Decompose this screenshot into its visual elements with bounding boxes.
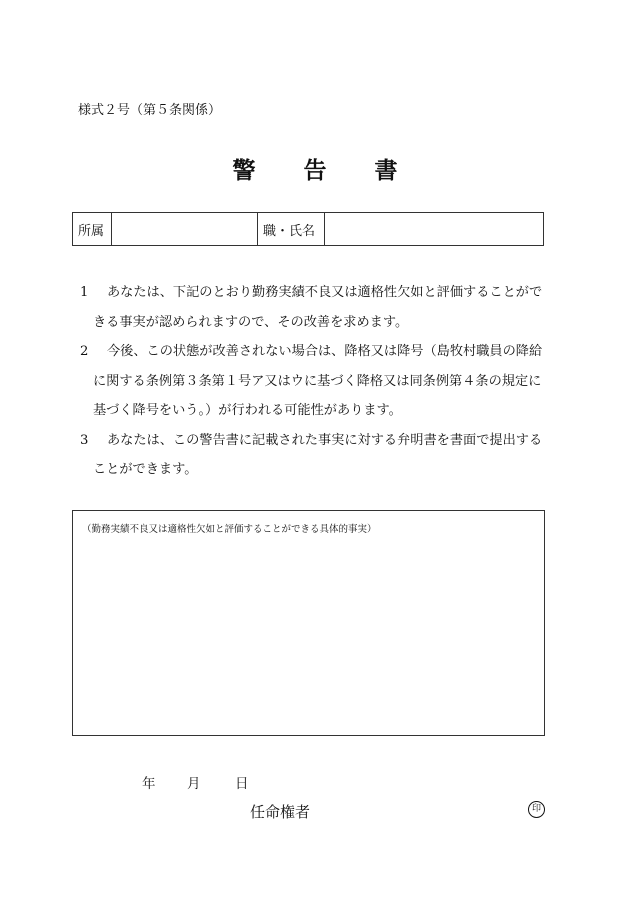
name-label: 職・氏名 <box>258 213 325 245</box>
appointer-label: 任命権者 <box>250 803 311 821</box>
document-title <box>0 152 630 185</box>
affiliation-label: 所属 <box>73 213 112 245</box>
clause-number: 3 <box>80 432 89 448</box>
title-char: 書 <box>374 158 398 184</box>
clause-text: 今後、この状態が改善されない場合は、降格又は降号（島牧村職員の降給に関する条例第３条第１号ア又はウに基づく降格又は同条例第４条の規定に基づく降号をいう。）が行われる可能性があります。 <box>93 344 543 418</box>
title-char: 警 <box>232 158 256 184</box>
name-field[interactable] <box>325 213 543 245</box>
clause-list <box>80 278 550 485</box>
clause-text: あなたは、この警告書に記載された事実に対する弁明書を書面で提出することができます。 <box>93 432 543 477</box>
date-year-label: 年 <box>142 776 156 792</box>
seal-mark: 印 <box>528 801 545 818</box>
title-char: 告 <box>303 158 327 184</box>
facts-box-label: （勤務実績不良又は適格性欠如と評価することができる具体的事実） <box>82 524 377 535</box>
facts-box[interactable] <box>72 510 545 736</box>
clause-number: 2 <box>80 344 89 359</box>
clause-item <box>80 337 550 426</box>
clause-item <box>80 426 550 485</box>
clause-number: 1 <box>80 285 89 300</box>
form-code: 様式２号（第５条関係） <box>78 103 222 118</box>
info-table <box>72 212 544 246</box>
date-month-label: 月 <box>187 776 201 792</box>
clause-text: あなたは、下記のとおり勤務実績不良又は適格性欠如と評価することができる事実が認められますので、その改善を求めます。 <box>93 285 543 330</box>
affiliation-field[interactable] <box>112 213 258 245</box>
clause-item <box>80 278 550 337</box>
date-day-label: 日 <box>235 776 249 792</box>
